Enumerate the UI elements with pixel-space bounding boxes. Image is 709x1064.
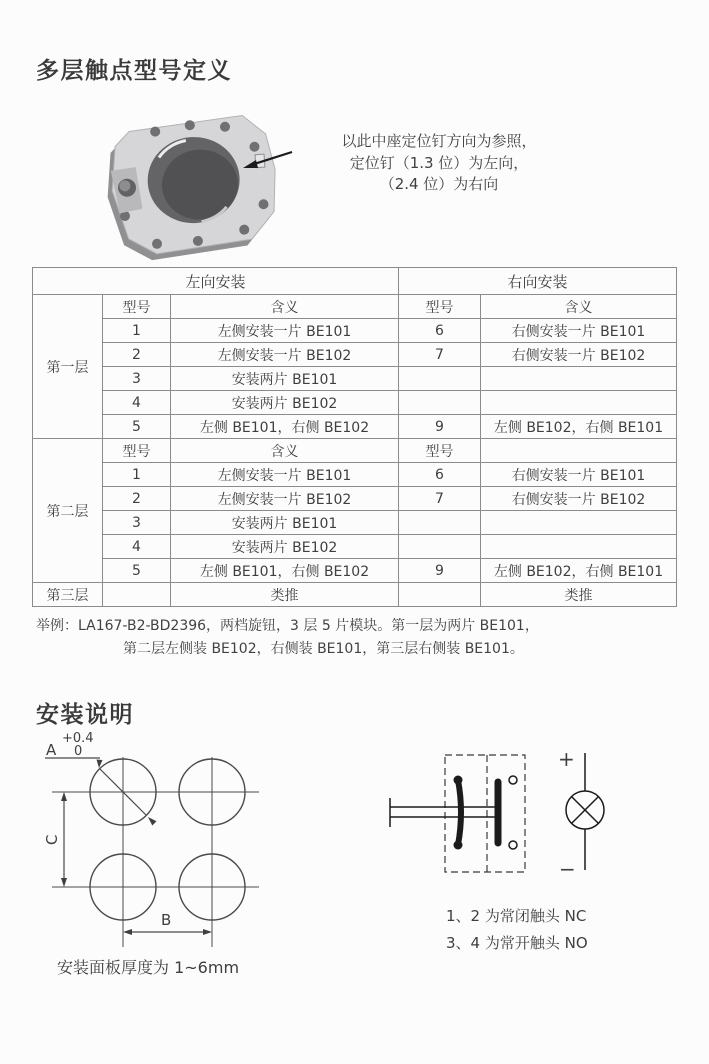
positioning-note — [303, 131, 575, 196]
table-cell — [399, 367, 481, 391]
polarity-plus-label: + — [558, 747, 575, 771]
table-row — [33, 415, 677, 439]
section-subheader-row — [33, 439, 677, 463]
table-cell: 左侧安装一片 BE102 — [171, 487, 399, 511]
dim-a-tolerance-plus: +0.4 — [62, 731, 94, 746]
table-cell: 9 — [399, 415, 481, 439]
table-cell: 2 — [103, 343, 171, 367]
table-cell: 4 — [103, 391, 171, 415]
table-cell: 左侧 BE102，右侧 BE101 — [481, 415, 677, 439]
subheader-cell: 型号 — [103, 439, 171, 463]
section-subheader-row — [33, 295, 677, 319]
table-cell — [481, 535, 677, 559]
no-contact-terminals — [509, 776, 517, 849]
table-cell: 1 — [103, 463, 171, 487]
table-header-row — [33, 268, 677, 295]
table-cell: 左侧 BE101，右侧 BE102 — [171, 415, 399, 439]
c-dimension — [43, 792, 67, 887]
dim-c-label: C — [43, 834, 61, 845]
table-row — [33, 463, 677, 487]
table-cell: 7 — [399, 487, 481, 511]
install-section-title: 安装说明 — [36, 702, 134, 728]
table-cell: 右侧安装一片 BE102 — [481, 487, 677, 511]
table-cell: 1 — [103, 319, 171, 343]
example-line-2: 第二层左侧装 BE102，右侧装 BE101，第三层右侧装 BE101。 — [123, 641, 524, 657]
contact-model-table — [32, 267, 677, 607]
table-cell: 左侧安装一片 BE101 — [171, 463, 399, 487]
table-cell: 类推 — [481, 583, 677, 607]
table-cell: 右侧安装一片 BE102 — [481, 343, 677, 367]
nc-contact-note: 1、2 为常闭触头 NC — [446, 907, 587, 925]
dim-a-label: A — [46, 741, 57, 759]
table-cell: 9 — [399, 559, 481, 583]
nc-contact-bridge — [454, 776, 463, 850]
mounting-base-drawing — [103, 114, 281, 263]
table-cell: 4 — [103, 535, 171, 559]
subheader-cell: 含义 — [481, 295, 677, 319]
contact-schematic — [378, 740, 613, 885]
no-contact-note: 3、4 为常开触头 NO — [446, 934, 588, 952]
table-cell — [399, 583, 481, 607]
table-cell — [399, 511, 481, 535]
layer-cell: 第一层 — [33, 295, 103, 439]
example-note — [36, 615, 539, 661]
table-cell: 3 — [103, 367, 171, 391]
panel-thickness-note: 安装面板厚度为 1~6mm — [57, 958, 240, 977]
table-row — [33, 487, 677, 511]
table-cell: 右侧安装一片 BE101 — [481, 319, 677, 343]
table-cell: 5 — [103, 559, 171, 583]
table-cell: 左侧安装一片 BE101 — [171, 319, 399, 343]
table-cell: 6 — [399, 463, 481, 487]
subheader-cell: 含义 — [171, 295, 399, 319]
table-cell: 安装两片 BE102 — [171, 535, 399, 559]
positioning-note-line: 定位钉（1.3 位）为左向， — [349, 153, 529, 172]
page-title: 多层触点型号定义 — [36, 58, 232, 84]
panel-drilling-diagram — [33, 723, 273, 955]
table-row — [33, 559, 677, 583]
table-row — [33, 319, 677, 343]
table-cell: 左侧 BE101，右侧 BE102 — [171, 559, 399, 583]
table-cell: 类推 — [171, 583, 399, 607]
table-cell: 7 — [399, 343, 481, 367]
table-row — [33, 391, 677, 415]
contact-model-table-body — [33, 268, 677, 607]
subheader-cell: 含义 — [171, 439, 399, 463]
table-row — [33, 367, 677, 391]
table-cell — [399, 391, 481, 415]
dim-b-label: B — [161, 911, 172, 929]
contact-legend — [446, 903, 588, 957]
header-right-install: 右向安装 — [399, 268, 677, 295]
subheader-cell: 型号 — [399, 295, 481, 319]
table-cell: 左侧安装一片 BE102 — [171, 343, 399, 367]
table-cell — [103, 583, 171, 607]
positioning-note-line: 以此中座定位钉方向为参照， — [341, 132, 537, 150]
diameter-dimension — [45, 731, 157, 826]
layer-cell: 第二层 — [33, 439, 103, 583]
hole-circles — [90, 759, 245, 920]
table-footer-row — [33, 583, 677, 607]
table-cell: 3 — [103, 511, 171, 535]
polarity-minus-label: − — [559, 857, 576, 881]
table-cell — [481, 391, 677, 415]
contact-block-outline — [445, 755, 525, 872]
table-row — [33, 535, 677, 559]
table-cell — [481, 367, 677, 391]
table-row — [33, 343, 677, 367]
layer-cell: 第三层 — [33, 583, 103, 607]
table-cell: 安装两片 BE102 — [171, 391, 399, 415]
subheader-cell: 型号 — [103, 295, 171, 319]
mounting-base-figure — [95, 113, 300, 258]
b-dimension — [123, 911, 212, 935]
table-cell: 左侧 BE102，右侧 BE101 — [481, 559, 677, 583]
actuator-shaft — [390, 798, 498, 827]
subheader-cell: 型号 — [399, 439, 481, 463]
example-line-1: 举例：LA167-B2-BD2396，两档旋钮，3 层 5 片模块。第一层为两片 BE101， — [36, 618, 539, 634]
table-cell: 2 — [103, 487, 171, 511]
table-cell — [399, 535, 481, 559]
table-cell: 安装两片 BE101 — [171, 511, 399, 535]
table-cell: 6 — [399, 319, 481, 343]
header-left-install: 左向安装 — [33, 268, 399, 295]
table-cell — [481, 511, 677, 535]
subheader-cell — [481, 439, 677, 463]
table-cell: 右侧安装一片 BE101 — [481, 463, 677, 487]
table-row — [33, 511, 677, 535]
dim-a-tolerance-zero: 0 — [74, 744, 83, 759]
positioning-note-line: （2.4 位）为右向 — [379, 175, 499, 193]
table-cell: 5 — [103, 415, 171, 439]
table-cell: 安装两片 BE101 — [171, 367, 399, 391]
